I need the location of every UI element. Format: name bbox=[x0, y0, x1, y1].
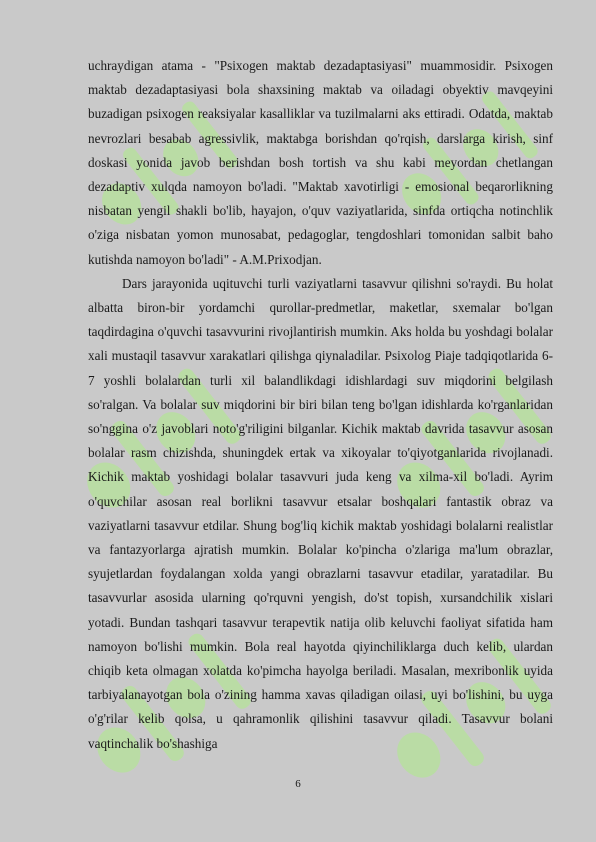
page-number: 6 bbox=[295, 778, 301, 790]
paragraph-1: uchraydigan atama - "Psixogen maktab dezadaptasiyasi" muammosidir. Psixogen maktab dezadaptasiyasi bola shaxsining maktab va oiladagi obyektiv mavqeyini buzadigan psixogen reaksiyalar kasalliklar va tuzilmalarni aks ettiradi. Odatda, maktab nevrozlari besabab agressivlik, maktabga borishdan qo'rqish, darslarga kirish, sinf doskasi yonida javob berishdan bosh tortish va shu kabi meyordan chetlangan dezadaptiv xulqda namoyon bo'ladi. "Maktab xavotirligi - emosional beqarorlikning nisbatan yengil shakli bo'lib, hayajon, o'quv vaziyatlarida, sinfda ortiqcha notinchlik o'ziga nisbatan yomon munosabat, pedagoglar, tengdoshlari tomonidan salbit baho kutishda namoyon bo'ladi" - A.M.Prixodjan. bbox=[88, 58, 553, 267]
body-text bbox=[88, 54, 553, 756]
paragraph-2: Dars jarayonida uqituvchi turli vaziyatlarni tasavvur qilishni so'raydi. Bu holat albatta biron-bir yordamchi qurollar-predmetlar, maketlar, sxemalar bo'lgan taqdirdagina o'quvchi tasavvurini rivojlantirish mumkin. Aks holda bu yoshdagi bolalar xali mustaqil tasavvur xarakatlari qilishga qiynaladilar. Psixolog Piaje tadqiqotlarida 6-7 yoshli bolalardan turli xil balandlikdagi idishlardagi suv miqdorini belgilash so'ralgan. Va bolalar suv miqdorini bir biri bilan teng bo'lgan idishlarda ko'rganlaridan so'nggina o'z javoblari noto'g'riligini bilganlar. Kichik maktab davrida tasavvur asosan bolalar rasm chizishda, shuningdek ertak va xikoyalar to'qiyotganlarida rivojlanadi. Kichik maktab yoshidagi bolalar tasavvuri juda keng va xilma-xil bo'ladi. Ayrim o'quvchilar asosan real borlikni tasavvur etsalar boshqalari fantastik obraz va vaziyatlarni tasavvur etdilar. Shung bog'liq kichik maktab yoshidagi bolalarni realistlar va fantazyorlarga ajratish mumkin. Bolalar ko'pincha o'zlariga ma'lum obrazlar, syujetlardan foydalangan xolda yangi obrazlarni tasavvur etadilar, yaratadilar. Bu tasavvurlar asosida ularning qo'rquvni yengish, do'st topish, xursandchilik xislari yotadi. Bundan tashqari tasavvur terapevtik natija olib keluvchi faoliyat sifatida ham namoyon bo'lishi mumkin. Bola real hayotda qiyinchiliklarga duch kelib, ulardan chiqib keta olmagan xolatda ko'pimcha hayolga beriladi. Masalan, mexribonlik uyida tarbiyalanayotgan bola o'zining hamma xavas qiladigan oilasi, uyi bo'lishini, bu uyga o'g'rilar kelib qolsa, u qahramonlik qilishini tasavvur qiladi. Tasavvur bolani vaqtinchalik bo'shashiga bbox=[88, 275, 553, 751]
